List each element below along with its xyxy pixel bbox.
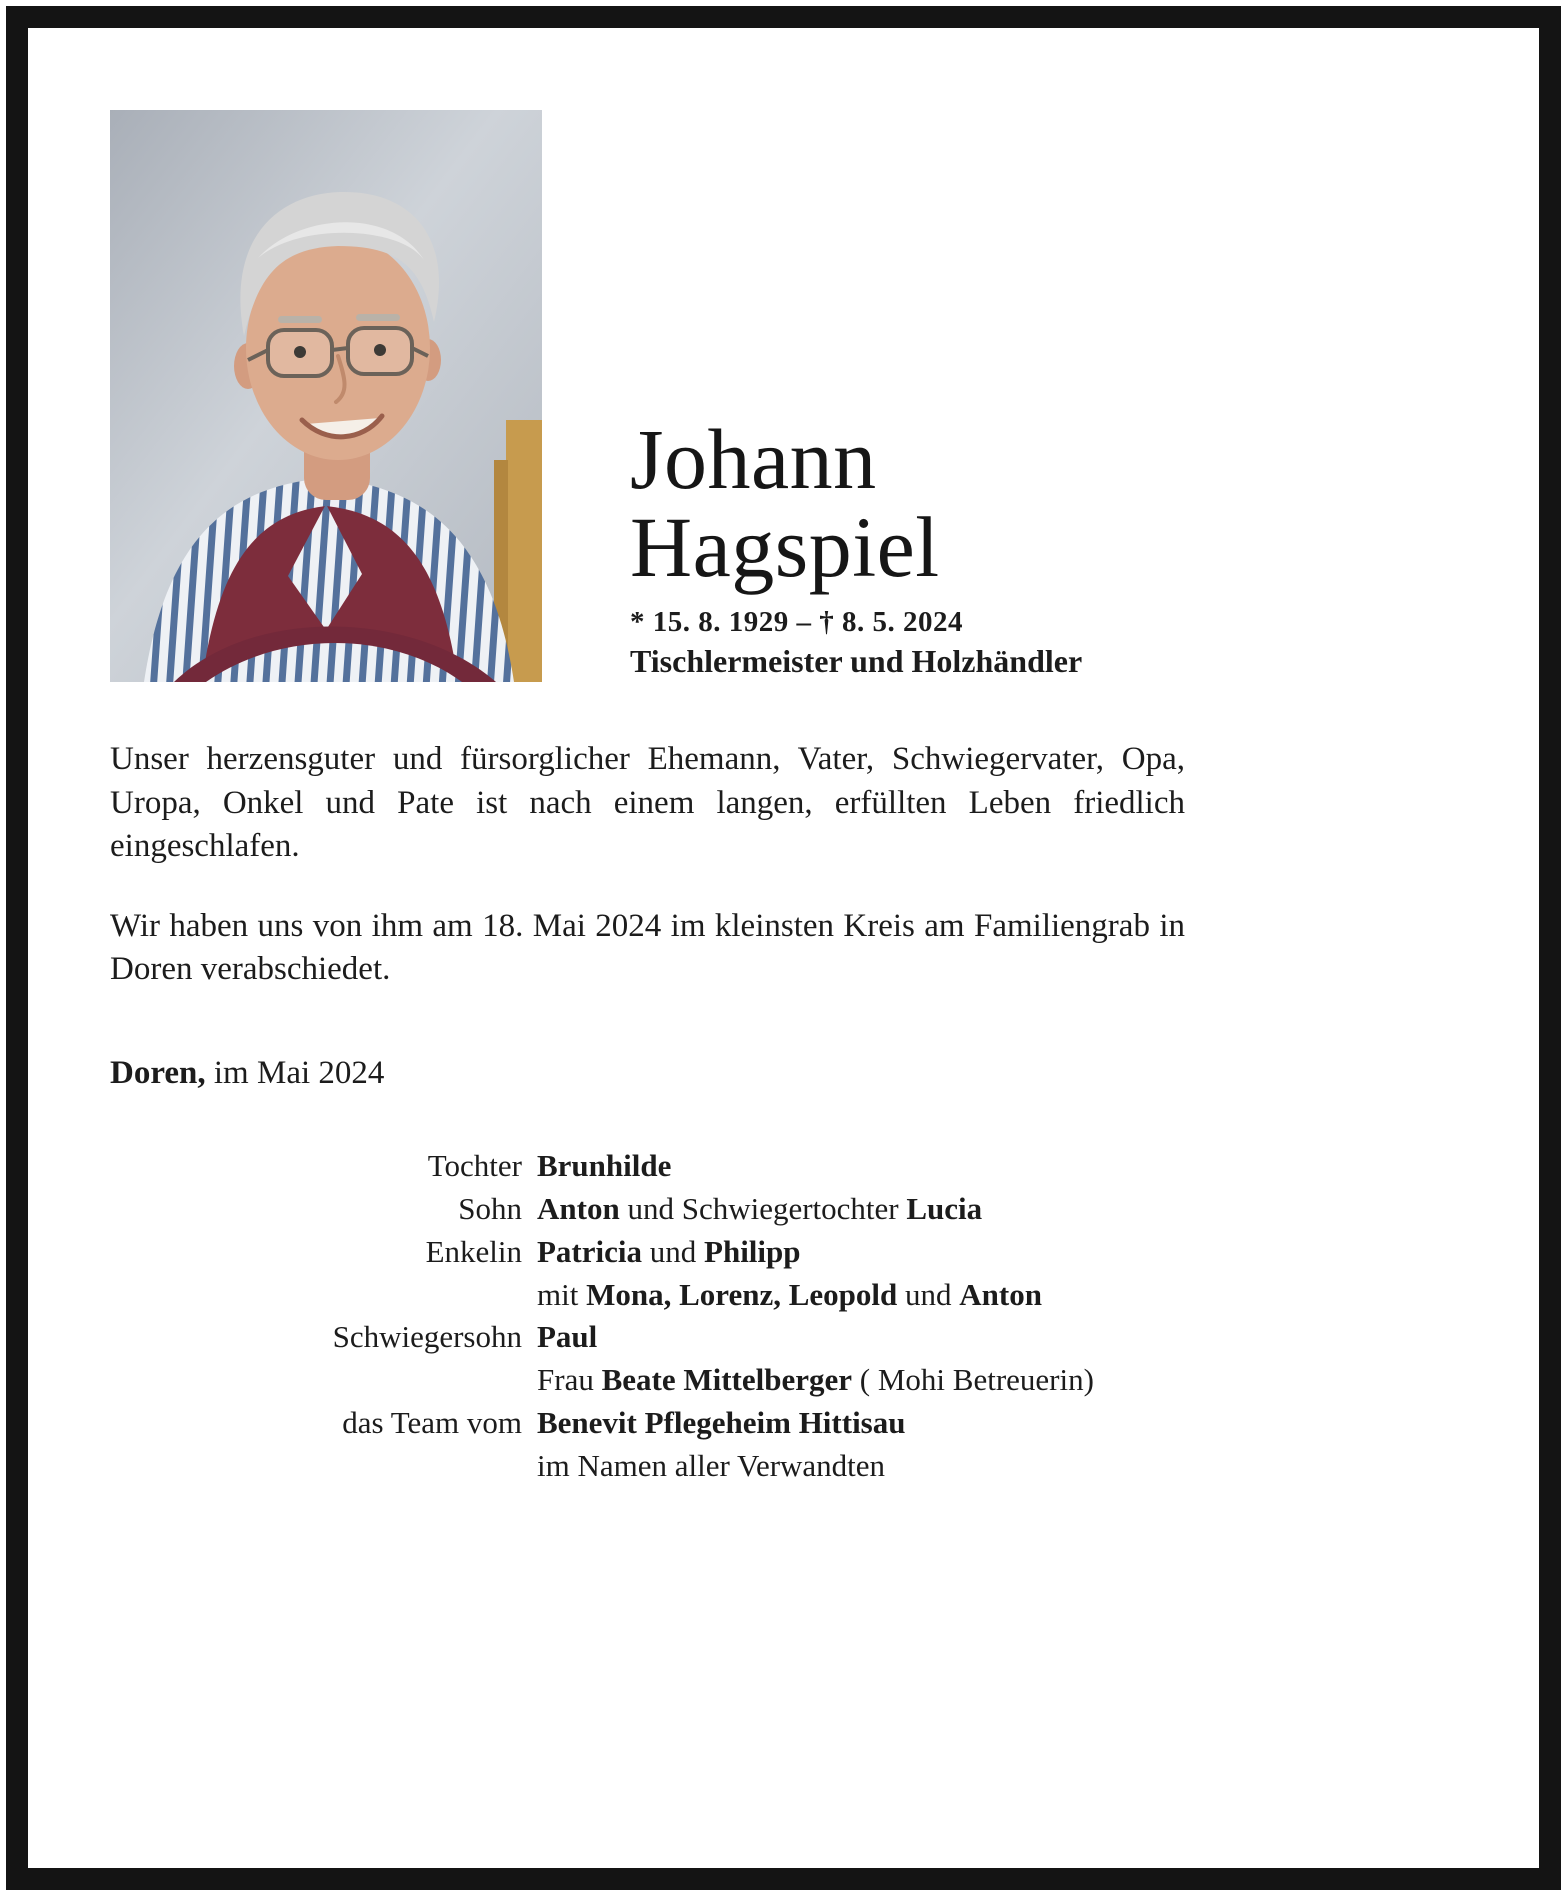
family-row bbox=[110, 1445, 1185, 1488]
family-row bbox=[110, 1145, 1185, 1188]
dateline-date: im Mai 2024 bbox=[205, 1054, 385, 1091]
profession: Tischlermeister und Holzhändler bbox=[630, 643, 1083, 679]
deceased-first-name: Johann bbox=[630, 410, 877, 507]
family-row bbox=[110, 1316, 1185, 1359]
family-name-bold: Philipp bbox=[704, 1233, 801, 1269]
obituary-paragraph-2: Wir haben uns von ihm am 18. Mai 2024 im kleinsten Kreis am Familiengrab in Doren verabschiedet. bbox=[110, 907, 1185, 988]
header-block bbox=[110, 110, 1185, 682]
family-text: ( Mohi Betreuerin) bbox=[852, 1362, 1094, 1398]
family-row bbox=[110, 1359, 1185, 1402]
family-names bbox=[537, 1316, 1185, 1359]
family-name-bold: Patricia bbox=[537, 1233, 643, 1269]
family-row bbox=[110, 1274, 1185, 1317]
family-name-bold: Mona, Lorenz, Leopold bbox=[586, 1276, 898, 1312]
obituary-content bbox=[28, 28, 1539, 1868]
dateline-place: Doren, bbox=[110, 1054, 206, 1091]
life-dates: * 15. 8. 1929 – † 8. 5. 2024 bbox=[630, 606, 963, 638]
family-text: im Namen aller Verwandten bbox=[537, 1447, 886, 1483]
family-text: und Schwiegertochter bbox=[619, 1191, 907, 1227]
portrait-photo bbox=[110, 110, 542, 682]
family-text: Frau bbox=[537, 1362, 602, 1398]
family-role-label: Schwiegersohn bbox=[332, 1319, 522, 1355]
family-role-label bbox=[110, 1274, 522, 1317]
family-names bbox=[537, 1445, 1185, 1488]
family-name-bold: Beate Mittelberger bbox=[601, 1362, 853, 1398]
family-list bbox=[110, 1145, 1185, 1487]
family-text: und bbox=[897, 1276, 960, 1312]
family-names bbox=[537, 1231, 1185, 1274]
family-role-label: Enkelin bbox=[425, 1233, 522, 1269]
deceased-last-name: Hagspiel bbox=[630, 499, 940, 596]
family-row bbox=[110, 1402, 1185, 1445]
dateline bbox=[110, 1052, 1185, 1096]
family-role-label: Tochter bbox=[427, 1148, 522, 1184]
name-block bbox=[630, 110, 1082, 682]
family-name-bold: Paul bbox=[537, 1319, 598, 1355]
family-names bbox=[537, 1274, 1185, 1317]
family-name-bold: Anton bbox=[537, 1191, 620, 1227]
family-row bbox=[110, 1231, 1185, 1274]
obituary-frame bbox=[6, 6, 1561, 1890]
family-role-label bbox=[110, 1445, 522, 1488]
family-names bbox=[537, 1188, 1185, 1231]
family-names bbox=[537, 1402, 1185, 1445]
family-text: mit bbox=[537, 1276, 587, 1312]
family-row bbox=[110, 1188, 1185, 1231]
family-text: und bbox=[642, 1233, 705, 1269]
portrait-illustration bbox=[110, 110, 542, 682]
family-names bbox=[537, 1359, 1185, 1402]
deceased-name bbox=[630, 410, 1082, 596]
family-role-label bbox=[110, 1359, 522, 1402]
family-role-label: Sohn bbox=[458, 1191, 522, 1227]
family-names bbox=[537, 1145, 1185, 1188]
obituary-paragraph-1: Unser herzensguter und fürsorglicher Ehemann, Vater, Schwiegervater, Opa, Uropa, Onkel und Pate ist nach einem langen, erfüllten Leben friedlich eingeschlafen. bbox=[110, 741, 1185, 865]
family-name-bold: Anton bbox=[959, 1276, 1042, 1312]
family-name-bold: Lucia bbox=[906, 1191, 983, 1227]
family-name-bold: Benevit Pflegeheim Hittisau bbox=[537, 1404, 906, 1440]
family-role-label: das Team vom bbox=[342, 1404, 522, 1440]
family-name-bold: Brunhilde bbox=[537, 1148, 672, 1184]
